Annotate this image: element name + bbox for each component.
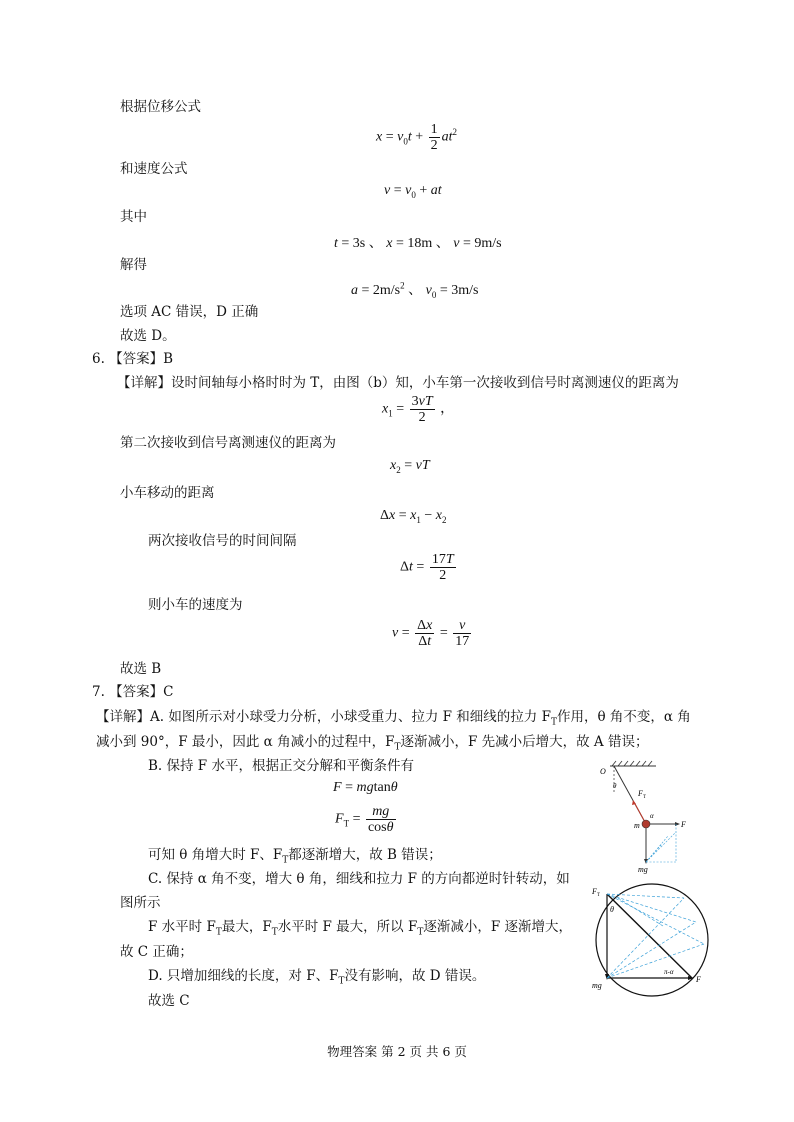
svg-text:π-α: π-α xyxy=(664,968,674,976)
text-line: 图所示 xyxy=(120,895,161,911)
svg-text:F: F xyxy=(638,789,643,798)
force-diagram-1 xyxy=(596,760,706,875)
formula-x1: $x_1$ = $\frac{3vT}{2}$ ， xyxy=(382,394,455,425)
text-line: 第二次接收到信号离测速仪的距离为 xyxy=(120,435,336,451)
svg-text:F: F xyxy=(696,975,701,984)
svg-text:mg: mg xyxy=(592,981,602,990)
text-line: D. 只增加细线的长度，对 F、$F_T$没有影响，故 D 错误。 xyxy=(148,968,486,987)
text-line: 小车移动的距离 xyxy=(120,485,215,501)
page-footer: 物理答案 第 2 页 共 6 页 xyxy=(327,1044,467,1059)
svg-text:O: O xyxy=(600,767,606,776)
text-line: 解得 xyxy=(120,257,147,273)
formula-ft: $F_T$ = $\frac{mg}{\cos\theta}$ xyxy=(335,804,394,835)
text-line: 故 C 正确； xyxy=(120,944,193,960)
force-diagram-2 xyxy=(588,878,714,998)
svg-text:T: T xyxy=(643,795,647,800)
svg-text:T: T xyxy=(597,893,601,898)
text-line: 【详解】A. 如图所示对小球受力分析，小球受重力、拉力 F 和细线的拉力 $F_T$作用，θ 角不变，α 角 xyxy=(96,709,691,728)
svg-text:θ: θ xyxy=(610,905,614,914)
text-line: 则小车的速度为 xyxy=(148,597,243,613)
text-line: F 水平时 $F_T$最大，$F_T$水平时 F 最大，所以 $F_T$逐渐减小，F 逐渐增大， xyxy=(148,919,573,938)
text-line: C. 保持 α 角不变，增大 θ 角，细线和拉力 F 的方向都逆时针转动，如 xyxy=(148,871,570,887)
formula-delta-x: $\Delta x = x_1 - x_2$ xyxy=(380,508,447,525)
svg-text:θ: θ xyxy=(613,782,617,790)
text-line: 和速度公式 xyxy=(120,161,188,177)
text-line: 减小到 90°，F 最小，因此 α 角减小的过程中，$F_T$逐渐减小，F 先减小后增大，故 A 错误； xyxy=(96,734,649,753)
formula-f: F = mgtanθ xyxy=(333,780,398,795)
svg-text:m: m xyxy=(634,821,640,830)
svg-text:mg: mg xyxy=(638,865,648,874)
formula-speed: v = $\frac{\Delta x}{\Delta t}$ = $\frac{v}{17}$ xyxy=(392,618,470,649)
question-6-detail: 【详解】设时间轴每小格时时为 T，由图（b）知，小车第一次接收到信号时离测速仪的距离为 xyxy=(117,375,679,391)
question-7-answer: 7. 【答案】C xyxy=(92,684,174,700)
text-line: 选项 AC 错误，D 正确 xyxy=(120,304,259,320)
text-line: 可知 θ 角增大时 F、$F_T$都逐渐增大，故 B 错误； xyxy=(148,847,442,866)
formula-displacement: $x = v_0t$ + $\frac{1}{2}$ $at^2$ xyxy=(376,122,458,153)
formula-x2: $x_2$ = vT xyxy=(390,458,430,475)
svg-text:F: F xyxy=(681,820,686,829)
formula-delta-t: Δt = $\frac{17T}{2}$ xyxy=(400,552,454,583)
svg-text:F: F xyxy=(592,887,597,896)
question-6-answer: 6. 【答案】B xyxy=(92,351,174,367)
text-line: 故选 D。 xyxy=(120,328,176,344)
formula-velocity: $v = v_0$ + at xyxy=(384,183,442,200)
text-line: 根据位移公式 xyxy=(120,99,201,115)
text-line: 故选 C xyxy=(148,993,190,1009)
formula-given: t = 3s 、 x = 18m 、 v = 9m/s xyxy=(334,236,502,251)
text-line: B. 保持 F 水平，根据正交分解和平衡条件有 xyxy=(148,758,414,774)
text-line: 两次接收信号的时间间隔 xyxy=(148,533,297,549)
text-line: 其中 xyxy=(120,209,147,225)
formula-result: $a = 2m/s^2$ 、 $v_0 = 3m/s$ xyxy=(351,280,479,300)
text-line: 故选 B xyxy=(120,661,162,677)
svg-text:α: α xyxy=(650,812,654,820)
